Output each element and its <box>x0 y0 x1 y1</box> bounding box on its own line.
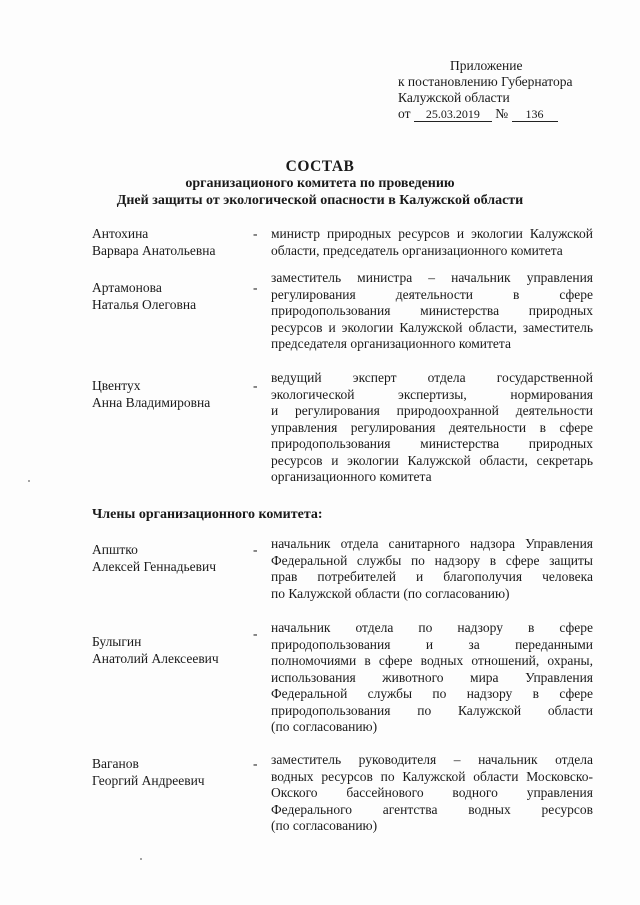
person-surname: Апштко <box>92 542 138 557</box>
role-line: области, председатель организационного комитета <box>271 242 563 258</box>
role-line: министр природных ресурсов и экологии Калужской <box>271 226 593 241</box>
role-line: Окского бассейнового водного управления <box>271 785 593 800</box>
role-line: ресурсов и экологии Калужской области, секретарь <box>271 452 593 468</box>
role-line: прав потребителей и благополучия человека <box>271 569 593 584</box>
role-line: регулирования деятельности в сфере <box>271 286 593 302</box>
person-role <box>271 226 593 259</box>
scan-speck <box>140 858 142 860</box>
appendix-title: Приложение <box>450 58 523 73</box>
appendix-number-label: № <box>495 106 509 121</box>
appendix-header <box>398 58 618 122</box>
appendix-from-label: от <box>398 106 411 121</box>
entry-dash: - <box>253 280 258 295</box>
person-given-name: Анна Владимировна <box>92 394 211 410</box>
person-given-name: Наталья Олеговна <box>92 296 197 312</box>
appendix-region: Калужской области <box>398 90 510 105</box>
role-line: полномочиями в сфере водных отношений, охраны, <box>271 653 593 668</box>
title-main: СОСТАВ <box>285 158 355 175</box>
role-line: ведущий эксперт отдела государственной <box>271 370 593 385</box>
appendix-date-number <box>398 106 618 122</box>
title-subtitle-1: организационого комитета по проведению <box>185 176 455 191</box>
entry-dash: - <box>253 542 258 557</box>
person-surname: Антохина <box>92 226 149 241</box>
title-subtitle-2: Дней защиты от экологической опасности в Калужской области <box>116 193 524 208</box>
appendix-date: 25.03.2019 <box>414 107 492 122</box>
person-given-name: Варвара Анатольевна <box>92 242 216 258</box>
role-line: (по согласованию) <box>271 818 378 833</box>
role-line: природопользования и за переданными <box>271 636 593 652</box>
person-name <box>92 756 205 789</box>
role-line: экологической экспертизы, нормирования <box>271 386 593 402</box>
role-line: водных ресурсов по Калужской области Московско- <box>271 768 593 784</box>
person-name <box>92 634 219 667</box>
document-title <box>110 158 530 209</box>
role-line: председателя организационного комитета <box>271 336 511 351</box>
role-line: начальник отдела санитарного надзора Управления <box>271 536 593 551</box>
role-line: ресурсов и экологии Калужской области, заместитель <box>271 319 593 335</box>
person-name <box>92 542 216 575</box>
entry-dash: - <box>253 226 258 241</box>
role-line: начальник отдела по надзору в сфере <box>271 620 593 635</box>
role-line: природопользования министерства природных <box>271 303 593 318</box>
entry-dash: - <box>253 378 258 393</box>
person-given-name: Георгий Андреевич <box>92 772 205 788</box>
role-line: заместитель министра – начальник управления <box>271 270 593 285</box>
entry-dash: - <box>253 626 258 641</box>
person-given-name: Анатолий Алексеевич <box>92 650 219 666</box>
members-heading: Члены организационного комитета: <box>92 507 323 522</box>
role-line: по Калужской области (по согласованию) <box>271 585 510 601</box>
person-role <box>271 270 593 353</box>
scan-speck <box>28 480 30 482</box>
person-surname: Булыгин <box>92 634 142 649</box>
person-role <box>271 752 593 835</box>
role-line: Федеральной службы по надзору в сфере защиты <box>271 552 593 568</box>
person-surname: Артамонова <box>92 280 162 295</box>
role-line: организационного комитета <box>271 469 432 484</box>
role-line: (по согласованию) <box>271 719 378 734</box>
role-line: использования животного мира Управления <box>271 669 593 685</box>
person-role <box>271 370 593 486</box>
role-line: природопользования министерства природных <box>271 436 593 451</box>
person-given-name: Алексей Геннадьевич <box>92 558 217 574</box>
person-name <box>92 280 196 313</box>
entry-dash: - <box>253 756 258 771</box>
person-surname: Цвентух <box>92 378 141 393</box>
role-line: управления регулирования деятельности в сфере <box>271 419 593 435</box>
person-role <box>271 620 593 736</box>
role-line: Федерального агентства водных ресурсов <box>271 801 593 817</box>
role-line: и регулирования природоохранной деятельности <box>271 403 593 418</box>
person-name <box>92 226 215 259</box>
person-name <box>92 378 210 411</box>
role-line: заместитель руководителя – начальник отдела <box>271 752 593 767</box>
appendix-decree: к постановлению Губернатора <box>398 74 573 89</box>
person-surname: Ваганов <box>92 756 139 771</box>
role-line: Федеральной службы по надзору в сфере <box>271 686 593 701</box>
appendix-number: 136 <box>512 107 558 122</box>
person-role <box>271 536 593 602</box>
role-line: природопользования по Калужской области <box>271 702 593 718</box>
